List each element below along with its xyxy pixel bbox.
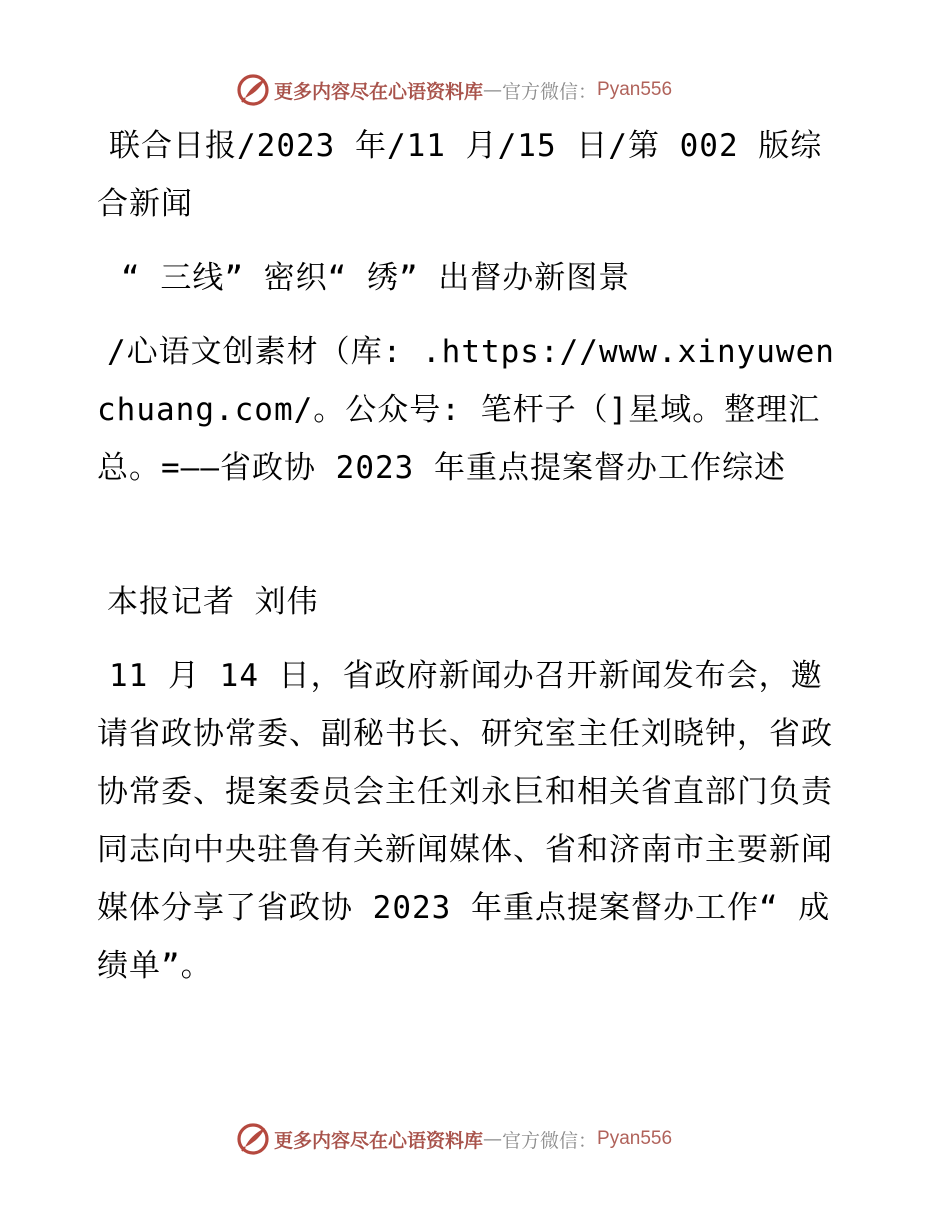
banner-separator: — (483, 79, 503, 101)
banner-main-text: 更多内容尽在心语资料库 (274, 80, 484, 103)
feather-pen-logo-icon (236, 73, 270, 107)
subhead: /心语文创素材（库: .https://www.xinyuwenchuang.com/。公众号: 笔杆子（]星域。整理汇总。=——省政协 2023 年重点提案督办工作综述 (97, 334, 835, 486)
headline: “ 三线” 密织“ 绣” 出督办新图景 (121, 260, 631, 296)
feather-pen-logo-icon (236, 1122, 270, 1156)
header-watermark-banner (236, 72, 716, 108)
banner-wechat-id: Pyan556 (597, 1128, 673, 1149)
banner-separator: — (483, 1128, 503, 1150)
dateline: 联合日报/2023 年/11 月/15 日/第 002 版综合新闻 (97, 128, 823, 222)
byline: 本报记者 刘伟 (107, 584, 319, 620)
banner-wechat-label: 官方微信： (502, 1129, 598, 1152)
banner-main-text: 更多内容尽在心语资料库 (274, 1129, 484, 1152)
body-paragraph: 11 月 14 日，省政府新闻办召开新闻发布会，邀请省政协常委、副秘书长、研究室主任刘晓钟，省政协常委、提案委员会主任刘永巨和相关省直部门负责同志向中央驻鲁有关新闻媒体、省和济南市主要新闻媒体分享了省政协 2023 年重点提案督办工作“ 成绩单”。 (97, 658, 833, 984)
banner-wechat-label: 官方微信： (502, 80, 598, 103)
footer-watermark-banner (236, 1121, 716, 1157)
banner-wechat-id: Pyan556 (597, 79, 673, 100)
